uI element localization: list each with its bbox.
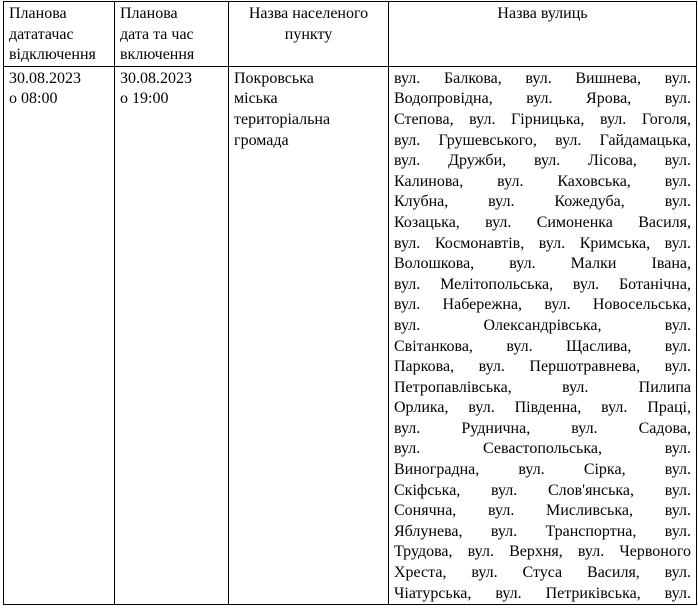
street-line — [394, 151, 691, 172]
word: Вишнева, — [575, 69, 642, 87]
word: Малки — [570, 255, 617, 273]
word: вул. — [533, 152, 561, 170]
outage-schedule-table — [3, 1, 697, 605]
word: Ботанічна, — [618, 275, 691, 293]
word: вул. — [599, 110, 627, 128]
word: Щаслива, — [565, 337, 632, 355]
word: вул. — [601, 399, 628, 417]
word: вул. — [664, 234, 691, 252]
word: Яблунева, — [394, 522, 463, 540]
word: Південна, — [514, 399, 582, 417]
word: вул. — [664, 172, 691, 190]
street-line — [394, 316, 691, 337]
word: вул. — [394, 69, 421, 87]
word: Руднична, — [461, 419, 531, 437]
place-line-2: міська — [234, 90, 278, 108]
word: Грушевського, — [438, 131, 537, 149]
word: Волошкова, — [394, 255, 475, 273]
street-line — [394, 419, 691, 440]
word: Стуса — [522, 564, 563, 582]
word: Транспортна, — [545, 522, 637, 540]
header-place-line-2: пункту — [284, 25, 333, 43]
word: Паркова, — [394, 358, 455, 376]
word: вул. — [485, 213, 512, 231]
place-line-1: Покровська — [234, 69, 314, 87]
word: Гоголя, — [641, 110, 691, 128]
word: вул. — [577, 543, 605, 561]
word: вул. — [664, 584, 691, 602]
header-end-line-3: включення — [120, 46, 195, 64]
word: вул. — [394, 419, 421, 437]
streets-cell — [389, 66, 697, 604]
street-line — [394, 542, 691, 563]
word: Івана, — [651, 255, 691, 273]
word: вул. — [509, 255, 536, 273]
word: Набережна, — [442, 296, 523, 314]
word: Каховська, — [557, 172, 631, 190]
word: Лісова, — [588, 152, 637, 170]
street-line — [394, 378, 691, 399]
street-line — [394, 213, 691, 234]
header-start-line-1: Планова — [9, 5, 67, 22]
word: вул. — [664, 90, 691, 108]
word: вул. — [538, 234, 566, 252]
word: Сонячна, — [394, 502, 457, 520]
word: Новосельська, — [592, 296, 691, 314]
street-line — [394, 501, 691, 522]
word: Василя, — [638, 213, 691, 231]
street-line — [394, 192, 691, 213]
word: Водопровідна, — [394, 90, 493, 108]
header-start-line-3: відключення — [9, 46, 96, 64]
word: Кожедуба, — [554, 193, 625, 211]
street-line — [394, 69, 691, 90]
start-datetime-cell — [4, 66, 115, 604]
word: вул. — [467, 543, 494, 561]
word: вул. — [572, 275, 600, 293]
header-row — [4, 2, 697, 67]
start-date: 30.08.2023 — [9, 69, 81, 87]
word: Хреста, — [394, 564, 447, 582]
header-end-line-1: Планова — [120, 5, 178, 22]
word: Ярова, — [586, 90, 632, 108]
word: вул. — [495, 584, 522, 602]
word: Верхня, — [509, 543, 563, 561]
word: Степова, — [394, 110, 454, 128]
word: Садова, — [638, 419, 691, 437]
street-line — [394, 234, 691, 255]
header-end-line-2: дата та час — [120, 25, 194, 43]
word: дата — [9, 25, 38, 43]
street-line — [394, 357, 691, 378]
word: вул. — [664, 522, 691, 540]
place-line-4: громада — [234, 131, 289, 149]
street-line — [394, 439, 691, 460]
word: вул. — [664, 461, 691, 479]
street-line — [394, 275, 691, 296]
start-time: о 08:00 — [9, 90, 58, 108]
streets-list — [394, 69, 691, 604]
end-datetime-cell — [115, 66, 229, 604]
word: Петриківська, — [545, 584, 641, 602]
end-time: о 19:00 — [120, 90, 169, 108]
word: вул. — [664, 69, 691, 87]
word: Петропавлівська, — [394, 378, 512, 396]
word: Скіфська, — [394, 481, 461, 499]
street-line — [394, 110, 691, 131]
word: вул. — [478, 358, 505, 376]
word: вул. — [490, 481, 518, 499]
word: Орлика, — [394, 399, 449, 417]
street-line — [394, 584, 691, 605]
word: вул. — [664, 316, 691, 334]
word: вул. — [394, 316, 421, 334]
word: вул. — [394, 131, 421, 149]
word: вул. — [488, 193, 515, 211]
street-line — [394, 172, 691, 193]
place-line-3: територіальна — [234, 110, 331, 128]
place-cell — [229, 66, 389, 604]
street-line — [394, 398, 691, 419]
header-end-datetime — [115, 2, 229, 67]
word: Трудова, — [394, 543, 453, 561]
word: вул. — [490, 522, 518, 540]
word: вул. — [664, 193, 691, 211]
street-line — [394, 254, 691, 275]
word: Чіатурська, — [394, 584, 472, 602]
word: вул. — [664, 564, 691, 582]
word: Слов'янська, — [547, 481, 635, 499]
word: вул. — [394, 234, 421, 252]
word: Виноградна, — [394, 461, 480, 479]
word: Симоненка — [536, 213, 613, 231]
word: вул. — [571, 419, 598, 437]
word: Гайдамацька, — [599, 131, 691, 149]
word: Сірка, — [583, 461, 626, 479]
header-start-datetime — [4, 2, 115, 67]
word: Василя, — [587, 564, 640, 582]
street-line — [394, 295, 691, 316]
word: вул. — [664, 481, 691, 499]
street-line — [394, 337, 691, 358]
word: Мелітопольська, — [440, 275, 554, 293]
word: Балкова, — [443, 69, 502, 87]
word: вул. — [664, 337, 691, 355]
word: Мисливська, — [546, 502, 633, 520]
word: вул. — [394, 440, 421, 458]
word: вул. — [394, 275, 421, 293]
word: вул. — [468, 399, 495, 417]
word: Дружби, — [448, 152, 507, 170]
word: вул. — [488, 502, 515, 520]
street-line — [394, 522, 691, 543]
street-line — [394, 89, 691, 110]
word: Червоного — [619, 543, 691, 561]
header-streets: Назва вулиць — [389, 2, 697, 67]
word: вул. — [664, 152, 691, 170]
word: вул. — [394, 296, 421, 314]
end-date: 30.08.2023 — [120, 69, 192, 87]
word: Козацька, — [394, 213, 460, 231]
word: вул. — [664, 358, 691, 376]
word: вул. — [497, 172, 524, 190]
word: Гірницька, — [511, 110, 585, 128]
word: вул. — [562, 378, 589, 396]
word: час — [51, 25, 74, 43]
word: вул. — [469, 110, 496, 128]
header-place-line-1: Назва населеного — [248, 5, 369, 22]
word: та — [37, 25, 52, 43]
word: Першотравнева, — [529, 358, 641, 376]
word: Кримська, — [579, 234, 651, 252]
word: вул. — [664, 502, 691, 520]
word: Праці, — [647, 399, 691, 417]
word: Космонавтів, — [434, 234, 525, 252]
street-line — [394, 563, 691, 584]
street-line — [394, 481, 691, 502]
word: вул. — [525, 69, 552, 87]
word: вул. — [544, 296, 571, 314]
word: вул. — [555, 131, 582, 149]
word: Олександрівська, — [483, 316, 602, 334]
word: вул. — [471, 564, 498, 582]
word: вул. — [506, 337, 533, 355]
word: вул. — [526, 90, 553, 108]
word: вул. — [518, 461, 545, 479]
word: Пилипа — [638, 378, 691, 396]
street-line — [394, 460, 691, 481]
table-row — [4, 66, 697, 604]
word: Клубна, — [394, 193, 449, 211]
word: Калинова, — [394, 172, 464, 190]
header-start-line-2 — [9, 25, 109, 46]
word: Севастопольська, — [483, 440, 602, 458]
header-place — [229, 2, 389, 67]
word: вул. — [394, 152, 421, 170]
word: Світанкова, — [394, 337, 473, 355]
street-line — [394, 131, 691, 152]
word: вул. — [664, 440, 691, 458]
